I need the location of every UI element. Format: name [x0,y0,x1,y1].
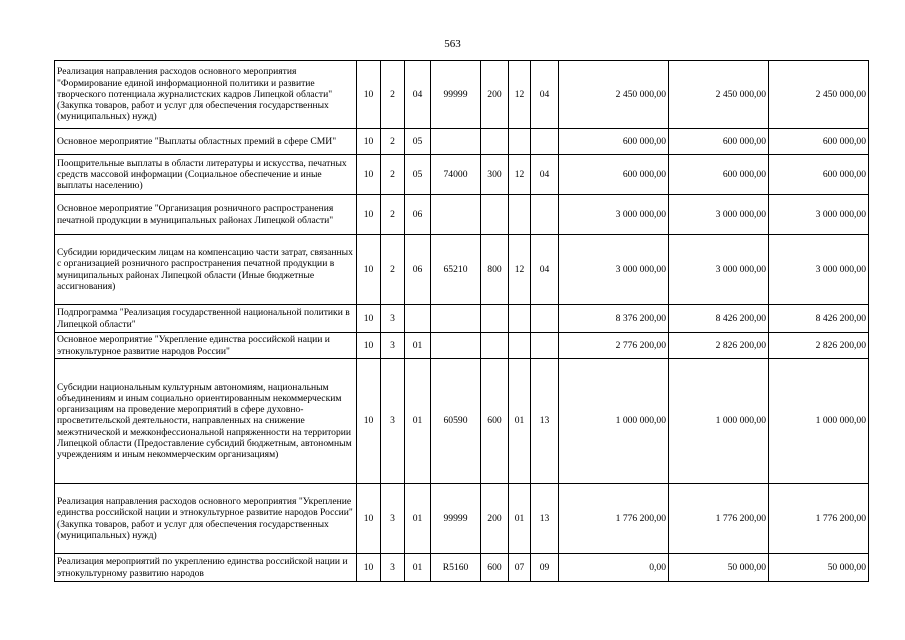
code-expense-type [481,333,509,359]
code-subsection: 2 [381,195,405,235]
code-expense-type: 800 [481,235,509,305]
code-direction [431,333,481,359]
row-name: Субсидии национальным культурным автономиям, национальным объединениям и иным социально ориентированным некоммерческим организациям на проведение мероприятий в сфере духовно-просветительской деятельности, направленных на снижение межэтнической и межконфессиональной напряженности на территории Липецкой области (Предоставление субсидий бюджетным, автономным учреждениям и иным некоммерческим организациям) [55,359,357,484]
row-name: Поощрительные выплаты в области литературы и искусства, печатных средств массовой информации (Социальное обеспечение и иные выплаты населению) [55,155,357,195]
code-subsection: 2 [381,235,405,305]
amount-year-3: 600 000,00 [769,155,869,195]
code-subsection: 2 [381,129,405,155]
amount-year-1: 1 776 200,00 [559,484,669,554]
code-chapter [509,195,531,235]
amount-year-1: 8 376 200,00 [559,305,669,333]
amount-year-2: 600 000,00 [669,155,769,195]
table-row [55,554,869,582]
code-chapter: 01 [509,484,531,554]
amount-year-2: 2 826 200,00 [669,333,769,359]
row-name: Субсидии юридическим лицам на компенсацию части затрат, связанных с организацией розничного распространения печатной продукции в муниципальных районах Липецкой области (Иные бюджетные ассигнования) [55,235,357,305]
code-subchapter [531,129,559,155]
code-section: 10 [357,359,381,484]
table-row [55,61,869,129]
table-row [55,333,869,359]
code-subsection: 3 [381,359,405,484]
code-chapter: 07 [509,554,531,582]
code-subsection: 3 [381,333,405,359]
code-activity: 06 [405,195,431,235]
code-activity: 06 [405,235,431,305]
code-subsection: 3 [381,554,405,582]
code-direction: R5160 [431,554,481,582]
amount-year-1: 600 000,00 [559,155,669,195]
code-expense-type: 200 [481,61,509,129]
code-direction: 74000 [431,155,481,195]
code-expense-type: 600 [481,554,509,582]
table-row [55,359,869,484]
code-activity: 01 [405,484,431,554]
code-subchapter: 04 [531,235,559,305]
amount-year-2: 600 000,00 [669,129,769,155]
code-activity: 05 [405,155,431,195]
code-section: 10 [357,484,381,554]
code-activity: 01 [405,554,431,582]
page-number: 563 [444,38,461,50]
code-activity: 04 [405,61,431,129]
code-direction: 60590 [431,359,481,484]
code-subchapter: 04 [531,155,559,195]
code-chapter: 01 [509,359,531,484]
code-subchapter [531,333,559,359]
row-name: Основное мероприятие "Выплаты областных премий в сфере СМИ" [55,129,357,155]
amount-year-3: 2 826 200,00 [769,333,869,359]
code-subchapter [531,195,559,235]
code-subchapter: 09 [531,554,559,582]
amount-year-1: 3 000 000,00 [559,235,669,305]
code-activity [405,305,431,333]
code-direction: 99999 [431,484,481,554]
code-direction [431,305,481,333]
amount-year-3: 3 000 000,00 [769,235,869,305]
code-section: 10 [357,333,381,359]
amount-year-2: 1 000 000,00 [669,359,769,484]
code-section: 10 [357,305,381,333]
code-expense-type: 300 [481,155,509,195]
amount-year-3: 50 000,00 [769,554,869,582]
code-subsection: 2 [381,61,405,129]
code-direction: 99999 [431,61,481,129]
amount-year-1: 3 000 000,00 [559,195,669,235]
code-subchapter [531,305,559,333]
amount-year-3: 3 000 000,00 [769,195,869,235]
code-section: 10 [357,155,381,195]
code-chapter [509,129,531,155]
code-subchapter: 04 [531,61,559,129]
amount-year-1: 2 776 200,00 [559,333,669,359]
code-chapter [509,333,531,359]
row-name: Реализация направления расходов основного мероприятия "Формирование единой информационной политики и развитие творческого потенциала журналистских кадров Липецкой области" (Закупка товаров, работ и услуг для обеспечения государственных (муниципальных) нужд) [55,61,357,129]
code-subsection: 2 [381,155,405,195]
amount-year-2: 1 776 200,00 [669,484,769,554]
table-row [55,129,869,155]
code-expense-type [481,195,509,235]
table-row [55,155,869,195]
code-section: 10 [357,195,381,235]
amount-year-1: 2 450 000,00 [559,61,669,129]
code-section: 10 [357,129,381,155]
code-expense-type: 200 [481,484,509,554]
table-row [55,235,869,305]
amount-year-2: 3 000 000,00 [669,235,769,305]
code-chapter [509,305,531,333]
row-name: Реализация направления расходов основного мероприятия "Укрепление единства российской нации и этнокультурное развитие народов России" (Закупка товаров, работ и услуг для обеспечения государственных (муниципальных) нужд) [55,484,357,554]
code-section: 10 [357,61,381,129]
code-section: 10 [357,235,381,305]
amount-year-3: 1 776 200,00 [769,484,869,554]
amount-year-3: 8 426 200,00 [769,305,869,333]
amount-year-2: 50 000,00 [669,554,769,582]
code-subsection: 3 [381,305,405,333]
code-activity: 05 [405,129,431,155]
row-name: Основное мероприятие "Укрепление единства российской нации и этнокультурное развитие народов России" [55,333,357,359]
amount-year-2: 8 426 200,00 [669,305,769,333]
amount-year-3: 2 450 000,00 [769,61,869,129]
amount-year-2: 2 450 000,00 [669,61,769,129]
code-direction [431,195,481,235]
row-name: Реализация мероприятий по укреплению единства российской нации и этнокультурному развитию народов [55,554,357,582]
amount-year-1: 1 000 000,00 [559,359,669,484]
budget-table [54,60,869,582]
table-row [55,305,869,333]
code-chapter: 12 [509,155,531,195]
code-subchapter: 13 [531,484,559,554]
code-chapter: 12 [509,61,531,129]
code-expense-type [481,305,509,333]
code-direction [431,129,481,155]
code-subchapter: 13 [531,359,559,484]
amount-year-2: 3 000 000,00 [669,195,769,235]
code-expense-type: 600 [481,359,509,484]
code-direction: 65210 [431,235,481,305]
amount-year-3: 1 000 000,00 [769,359,869,484]
amount-year-1: 0,00 [559,554,669,582]
code-activity: 01 [405,333,431,359]
amount-year-3: 600 000,00 [769,129,869,155]
table-row [55,195,869,235]
code-subsection: 3 [381,484,405,554]
table-row [55,484,869,554]
code-activity: 01 [405,359,431,484]
code-expense-type [481,129,509,155]
row-name: Основное мероприятие "Организация розничного распространения печатной продукции в муниципальных районах Липецкой области" [55,195,357,235]
code-chapter: 12 [509,235,531,305]
code-section: 10 [357,554,381,582]
row-name: Подпрограмма "Реализация государственной национальной политики в Липецкой области" [55,305,357,333]
amount-year-1: 600 000,00 [559,129,669,155]
